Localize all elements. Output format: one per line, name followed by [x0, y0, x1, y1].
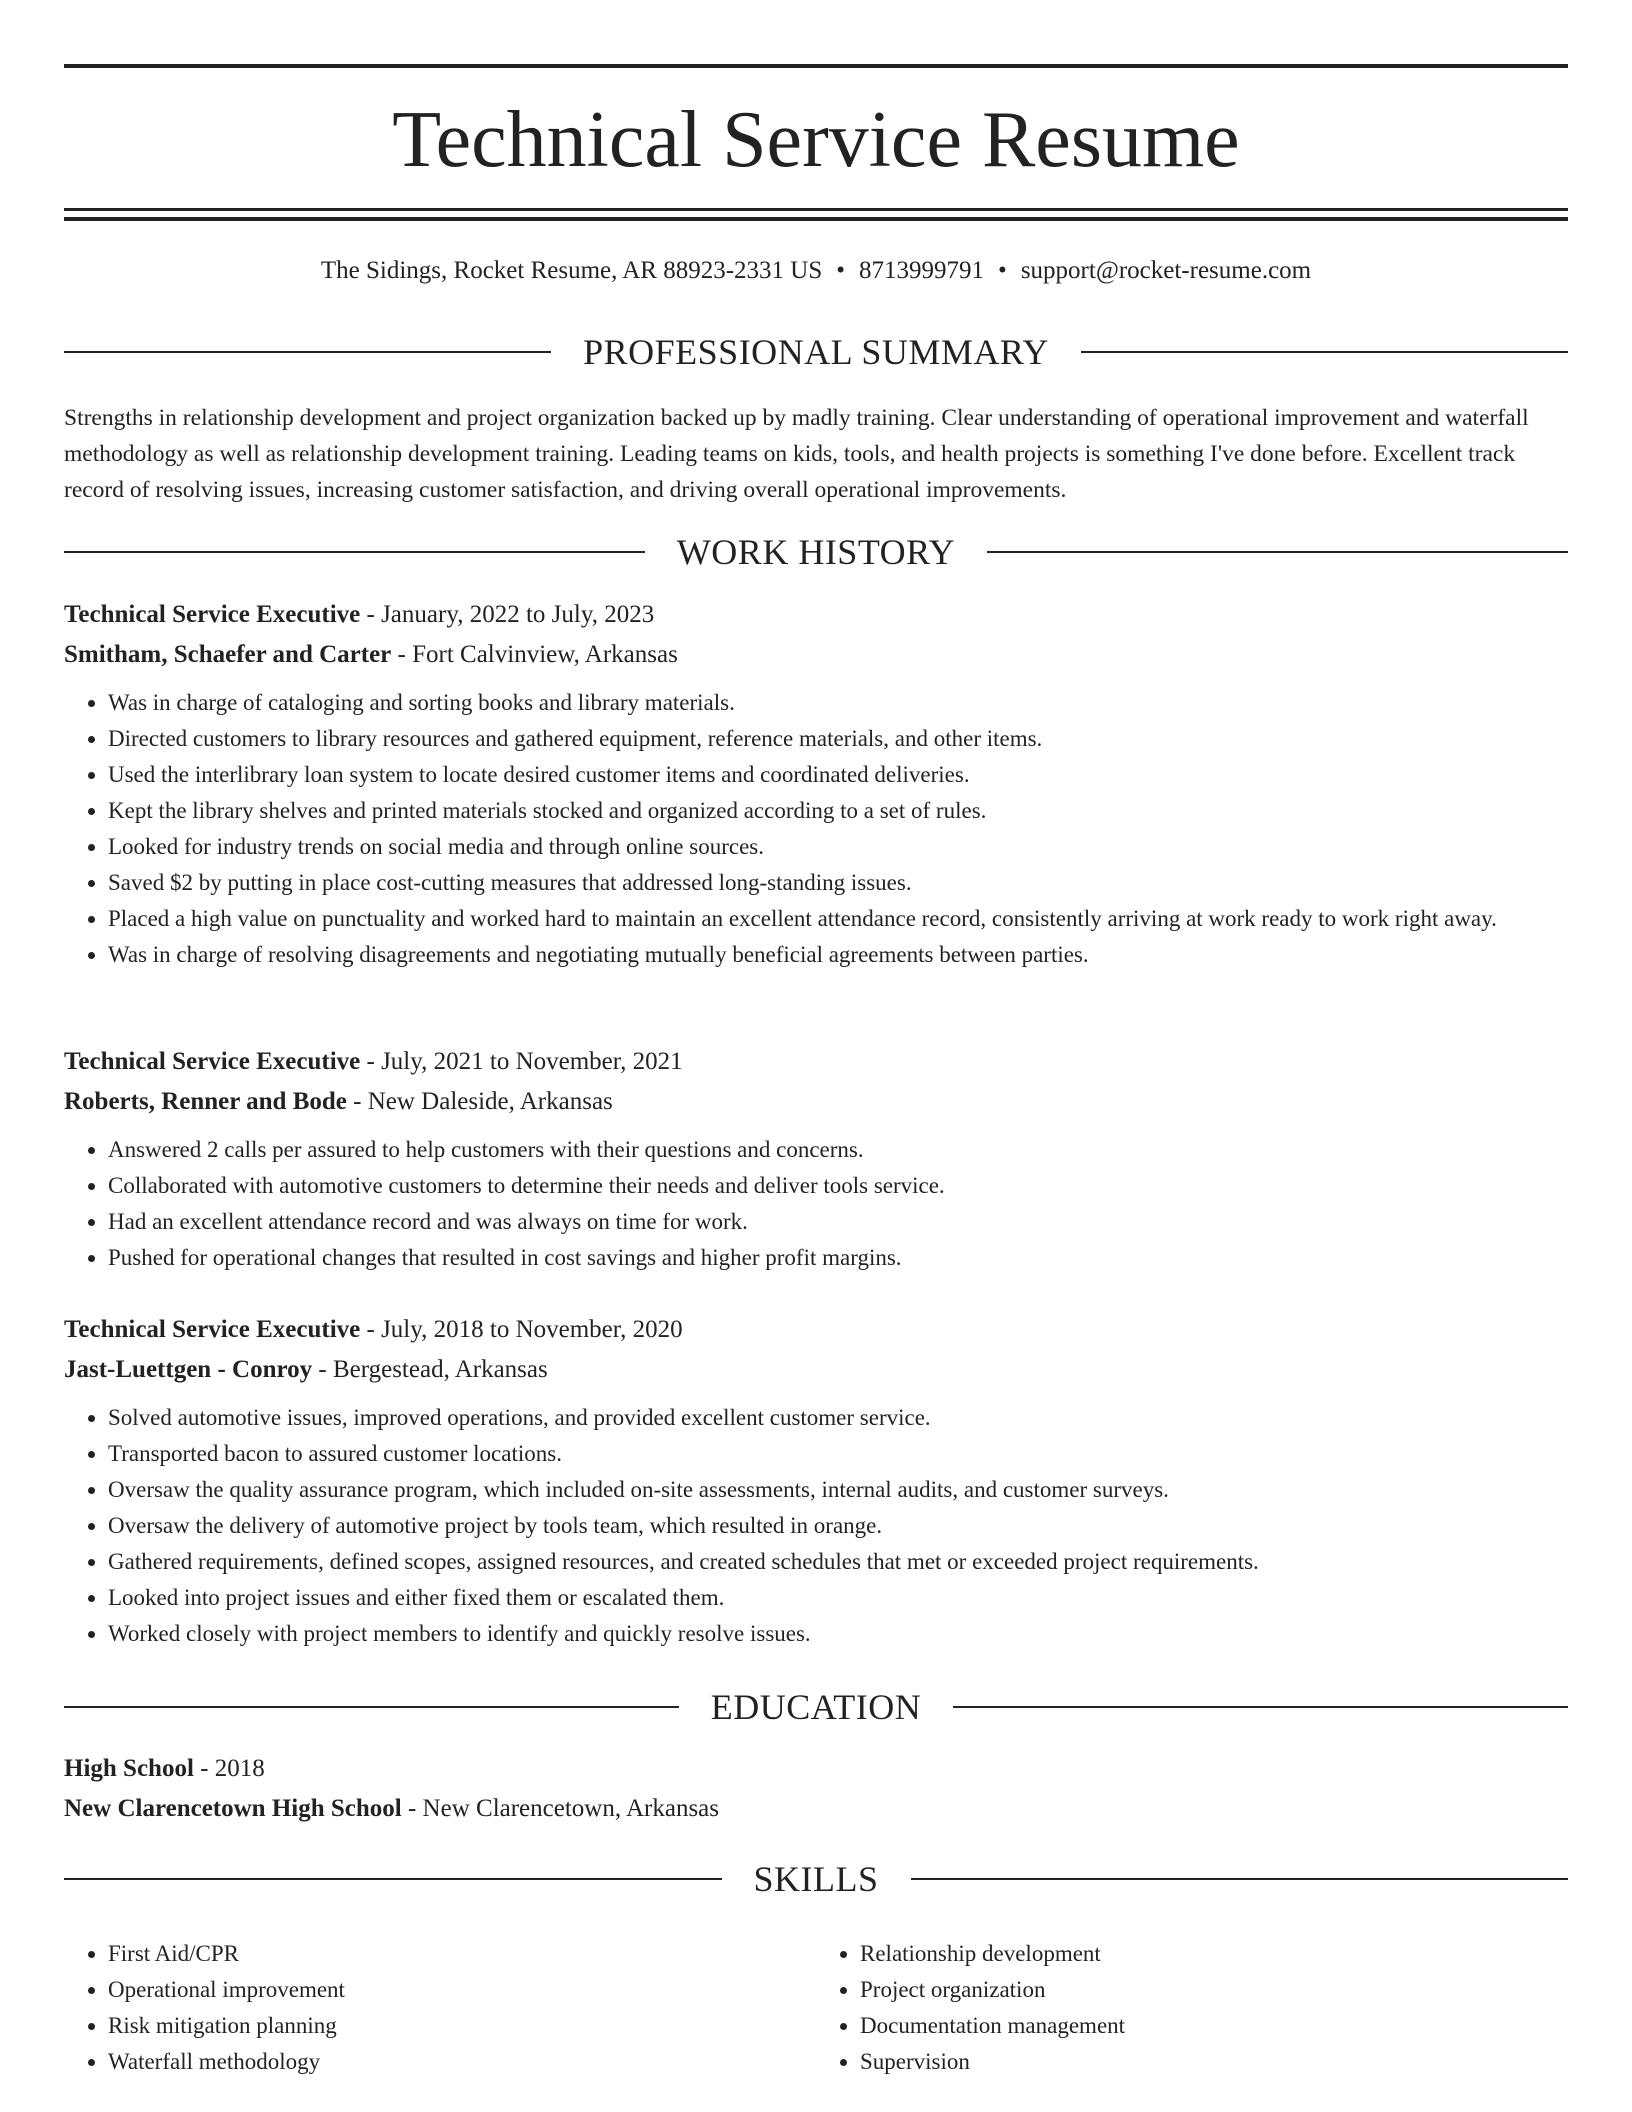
job-bullet: • Directed customers to library resources and gathered equipment, reference materials, and other items. [108, 721, 1568, 757]
education-school-line [64, 1789, 1568, 1829]
job-bullet: • Looked into project issues and either fixed them or escalated them. [108, 1580, 1568, 1616]
job-dates: - January, 2022 to July, 2023 [360, 601, 655, 628]
job-dates: - July, 2021 to November, 2021 [360, 1048, 683, 1075]
job-location: - Fort Calvinview, Arkansas [391, 641, 678, 668]
job-bullet: • Pushed for operational changes that resulted in cost savings and higher profit margins. [108, 1240, 1568, 1276]
section-title: EDUCATION [710, 1687, 922, 1727]
section-heading-summary [64, 330, 1568, 374]
education-degree: High School [64, 1755, 194, 1782]
job-bullet-list [64, 685, 1568, 973]
job-bullet: • Had an excellent attendance record and was always on time for work. [108, 1204, 1568, 1240]
job-bullet: • Was in charge of cataloging and sorting books and library materials. [108, 685, 1568, 721]
skill-item: • Project organization [860, 1972, 1568, 2008]
job-bullet: • Used the interlibrary loan system to locate desired customer items and coordinated deliveries. [108, 757, 1568, 793]
job-bullet: • Solved automotive issues, improved operations, and provided excellent customer service. [108, 1400, 1568, 1436]
job-title: Technical Service Executive [64, 1048, 361, 1075]
skill-item: • Operational improvement [108, 1972, 816, 2008]
job-entry-3 [64, 1310, 1568, 1652]
job-company: Smitham, Schaefer and Carter [64, 641, 392, 668]
job-bullet: • Gathered requirements, defined scopes, assigned resources, and created schedules that met or exceeded project requirements. [108, 1544, 1568, 1580]
heading-rule [64, 1878, 722, 1880]
job-title-line [64, 595, 1568, 635]
job-bullet: • Kept the library shelves and printed materials stocked and organized according to a set of rules. [108, 793, 1568, 829]
heading-rule [953, 1706, 1568, 1708]
heading-rule [64, 1706, 679, 1708]
job-company-line [64, 1082, 1568, 1122]
job-dates: - July, 2018 to November, 2020 [360, 1316, 683, 1343]
title-double-rule [64, 208, 1568, 221]
skill-item: • Risk mitigation planning [108, 2008, 816, 2044]
section-heading-work-history [64, 530, 1568, 574]
job-company-line [64, 1350, 1568, 1390]
job-bullet: • Worked closely with project members to identify and quickly resolve issues. [108, 1616, 1568, 1652]
job-bullet-list [64, 1132, 1568, 1276]
skill-item: • Relationship development [860, 1936, 1568, 1972]
top-rule [64, 64, 1568, 68]
summary-text: Strengths in relationship development and project organization backed up by madly training. Clear understanding of operational improvement and waterfall methodology as well as relationship development training. Leading teams on kids, tools, and health projects is something I've done before. Excellent track record of resolving issues, increasing customer satisfaction, and driving overall operational improvements. [64, 405, 1529, 503]
job-bullet: • Was in charge of resolving disagreements and negotiating mutually beneficial agreements between parties. [108, 937, 1568, 973]
contact-line [64, 254, 1568, 288]
contact-separator: • [998, 257, 1007, 284]
heading-rule [64, 551, 645, 553]
section-heading-skills [64, 1857, 1568, 1901]
job-bullet-list [64, 1400, 1568, 1652]
skills-list-right [816, 1936, 1568, 2080]
contact-phone: 8713999791 [859, 257, 985, 284]
education-location: - New Clarencetown, Arkansas [401, 1795, 719, 1822]
education-school: New Clarencetown High School [64, 1795, 402, 1822]
education-degree-line [64, 1749, 1568, 1789]
job-location: - Bergestead, Arkansas [312, 1356, 548, 1383]
education-entry [64, 1749, 1568, 1829]
heading-rule [911, 1878, 1569, 1880]
job-company: Jast-Luettgen - Conroy [64, 1356, 313, 1383]
contact-email: support@rocket-resume.com [1020, 257, 1312, 284]
skill-item: • Supervision [860, 2044, 1568, 2080]
skills-columns [64, 1936, 1568, 2080]
job-bullet: • Looked for industry trends on social media and through online sources. [108, 829, 1568, 865]
job-title-line [64, 1310, 1568, 1350]
job-location: - New Daleside, Arkansas [346, 1088, 613, 1115]
skills-list-left [64, 1936, 816, 2080]
resume-title: Technical Service Resume [392, 96, 1240, 184]
job-company-line [64, 635, 1568, 675]
heading-rule [64, 351, 551, 353]
job-title-line [64, 1042, 1568, 1082]
section-title: PROFESSIONAL SUMMARY [583, 332, 1049, 372]
job-bullet: • Collaborated with automotive customers to determine their needs and deliver tools service. [108, 1168, 1568, 1204]
section-heading-education [64, 1685, 1568, 1729]
job-entry-2 [64, 1042, 1568, 1276]
job-company: Roberts, Renner and Bode [64, 1088, 347, 1115]
contact-address: The Sidings, Rocket Resume, AR 88923-2331 US [320, 257, 823, 284]
job-bullet: • Answered 2 calls per assured to help customers with their questions and concerns. [108, 1132, 1568, 1168]
job-title: Technical Service Executive [64, 1316, 361, 1343]
job-bullet: • Oversaw the quality assurance program, which included on-site assessments, internal audits, and customer surveys. [108, 1472, 1568, 1508]
job-bullet: • Oversaw the delivery of automotive project by tools team, which resulted in orange. [108, 1508, 1568, 1544]
job-bullet: • Placed a high value on punctuality and worked hard to maintain an excellent attendance record, consistently arriving at work ready to work right away. [108, 901, 1568, 937]
job-bullet: • Saved $2 by putting in place cost-cutting measures that addressed long-standing issues. [108, 865, 1568, 901]
skill-item: • First Aid/CPR [108, 1936, 816, 1972]
skill-item: • Documentation management [860, 2008, 1568, 2044]
heading-rule [987, 551, 1568, 553]
job-entry-1 [64, 595, 1568, 973]
heading-rule [1081, 351, 1568, 353]
skill-item: • Waterfall methodology [108, 2044, 816, 2080]
job-bullet: • Transported bacon to assured customer locations. [108, 1436, 1568, 1472]
section-title: SKILLS [753, 1859, 879, 1899]
contact-separator: • [836, 257, 846, 284]
education-year: - 2018 [193, 1755, 265, 1782]
job-title: Technical Service Executive [64, 601, 361, 628]
section-title: WORK HISTORY [676, 532, 956, 572]
